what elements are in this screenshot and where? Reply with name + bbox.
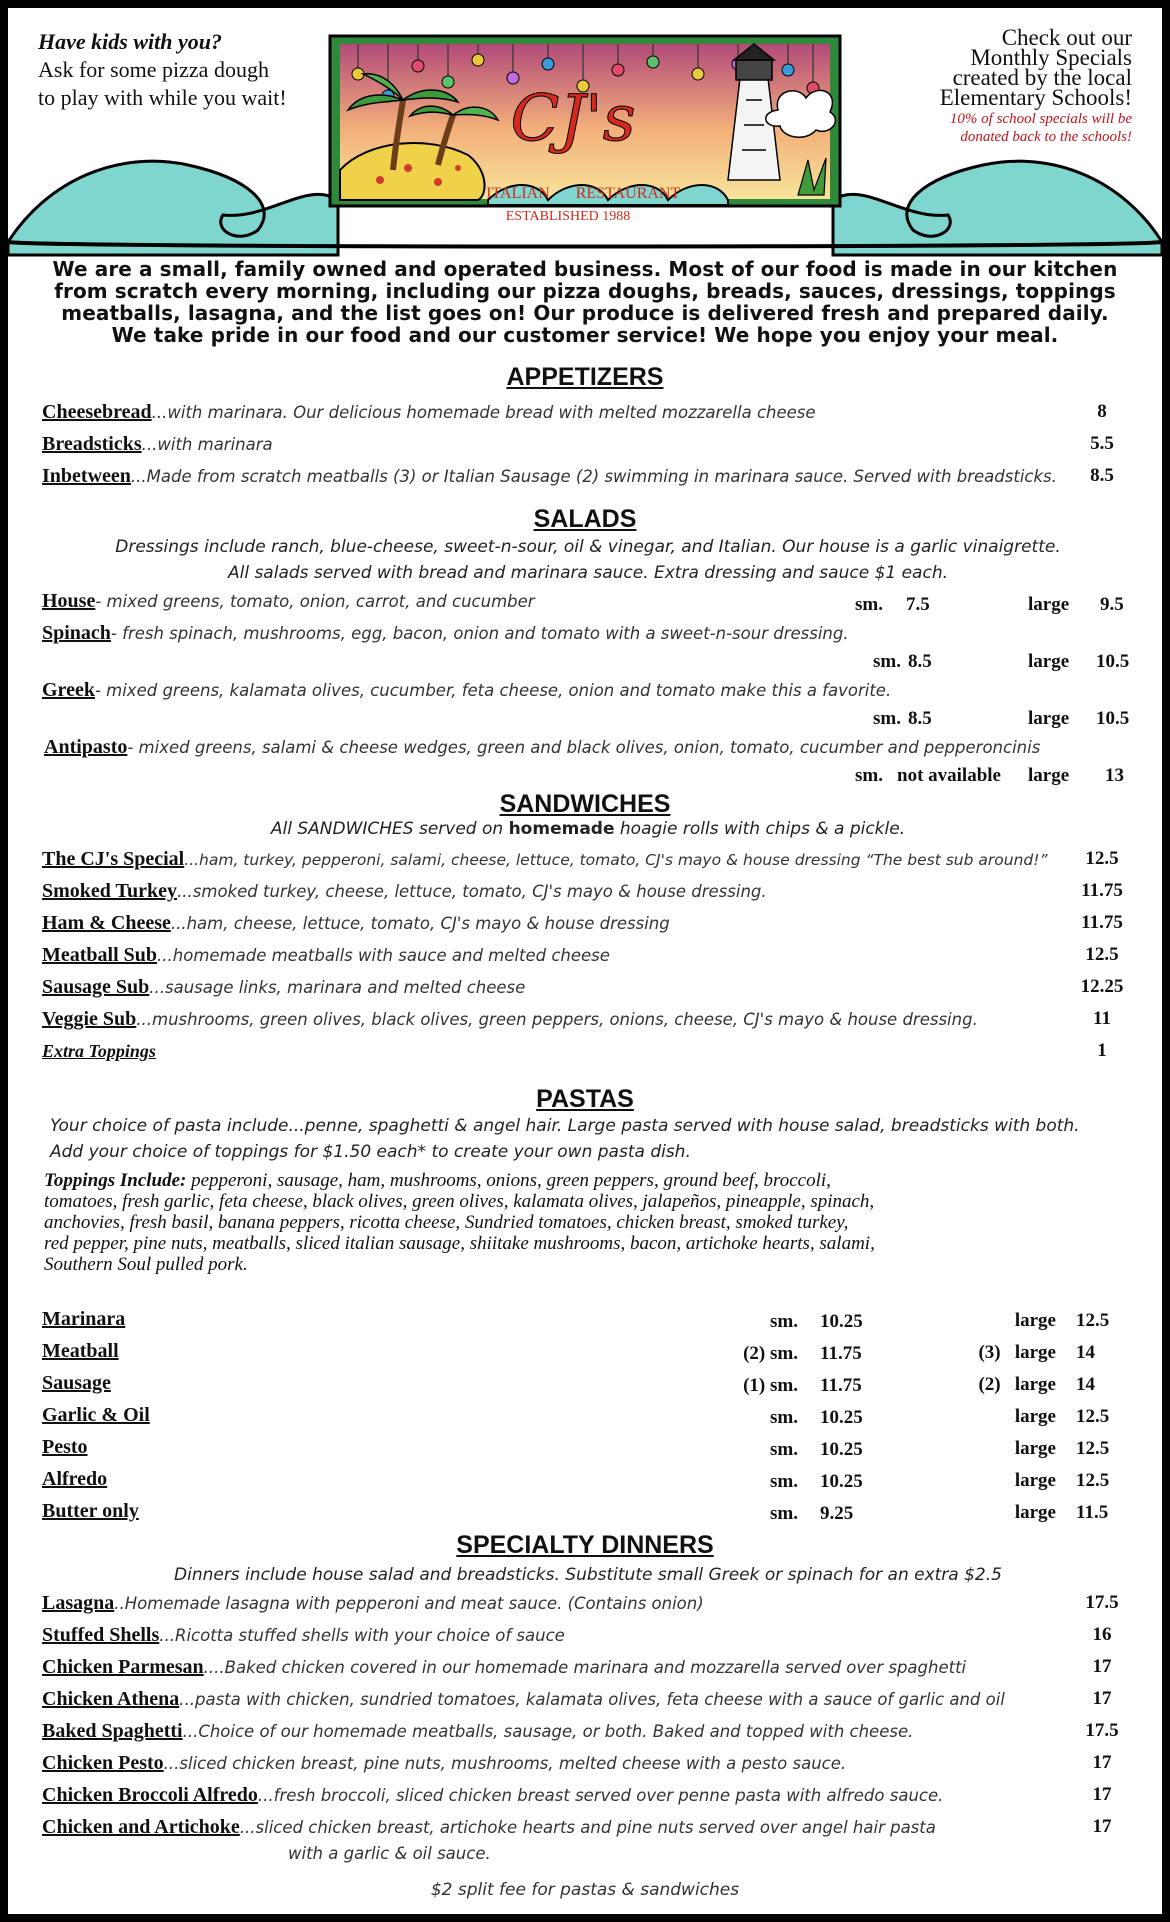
item-desc: ...smoked turkey, cheese, lettuce, tomato, CJ's mayo & house dressing. [177, 882, 767, 901]
item-price: 12.5 [1085, 944, 1119, 965]
size-label-sm: sm. [873, 708, 901, 729]
menu-item [42, 1404, 1132, 1432]
intro-line-2: from scratch every morning, including our pizza doughs, breads, sauces, dressings, toppings [54, 279, 1116, 303]
item-name: Stuffed Shells [42, 1624, 160, 1646]
item-name: Breadsticks [42, 433, 142, 455]
item-price: 11.75 [1081, 880, 1123, 901]
item-name: Antipasto [44, 736, 128, 758]
menu-page [8, 8, 1162, 1914]
menu-item [42, 1656, 1132, 1684]
item-desc: ...Ricotta stuffed shells with your choice of sauce [159, 1626, 565, 1645]
price-large: 10.5 [1096, 708, 1130, 729]
price-large: 13 [1105, 765, 1124, 786]
item-desc: ...mushrooms, green olives, black olives, green peppers, onions, cheese, CJ's mayo & house dressing. [136, 1010, 978, 1029]
item-name: Chicken and Artichoke [42, 1816, 240, 1838]
menu-item [42, 622, 1132, 650]
item-desc: ...ham, turkey, pepperoni, salami, cheese, lettuce, tomato, CJ's mayo & house dressing “The best sub around!” [184, 851, 1048, 869]
item-desc: ...fresh broccoli, sliced chicken breast served over penne pasta with alfredo sauce. [257, 1786, 944, 1805]
item-desc: ...sliced chicken breast, pine nuts, mushrooms, melted cheese with a pesto sauce. [163, 1754, 847, 1773]
promo-line-3: created by the local [952, 65, 1132, 90]
item-name: The CJ's Special [42, 848, 185, 870]
item-name: Sausage [42, 1372, 111, 1394]
item-name: Chicken Broccoli Alfredo [42, 1784, 258, 1806]
menu-item [42, 1008, 1132, 1036]
price-sm: 10.25 [820, 1311, 863, 1332]
size-label-large: large [1014, 1470, 1056, 1491]
item-name: Marinara [42, 1308, 126, 1330]
item-price: 17 [1092, 1688, 1112, 1709]
price-large: 12.5 [1076, 1438, 1110, 1459]
item-price: 17.5 [1085, 1720, 1119, 1741]
item-name: Extra Toppings [42, 1041, 156, 1061]
promo-note-1: 10% of school specials will be [949, 111, 1132, 127]
size-label-sm: (2) sm. [743, 1343, 798, 1364]
intro-paragraph [18, 258, 1152, 346]
kids-line-1: Ask for some pizza dough [38, 57, 269, 82]
toppings-line-3: anchovies, fresh basil, banana peppers, ricotta cheese, Sundried tomatoes, chicken breast, smoked turkey, [44, 1212, 849, 1233]
item-name: Cheesebread [42, 401, 152, 423]
size-label-large: large [1014, 1438, 1056, 1459]
menu-item [42, 1784, 1132, 1812]
kids-line-2: to play with while you wait! [38, 85, 287, 110]
size-label-large: large [1028, 594, 1070, 615]
item-price: 16 [1092, 1624, 1112, 1645]
menu-item [42, 1720, 1132, 1748]
kids-title: Have kids with you? [38, 29, 222, 54]
item-desc: ...with marinara. Our delicious homemade bread with melted mozzarella cheese [151, 403, 816, 422]
promo-line-2: Monthly Specials [970, 45, 1132, 70]
item-price: 1 [1097, 1040, 1107, 1061]
intro-line-3: meatballs, lasagna, and the list goes on! Our produce is delivered fresh and prepared daily. [61, 301, 1109, 325]
item-name: Sausage Sub [42, 976, 150, 998]
item-name: Baked Spaghetti [42, 1720, 183, 1742]
menu-item [42, 1308, 1132, 1336]
menu-item [42, 1624, 1132, 1652]
salads-note-2: All salads served with bread and marinara sauce. Extra dressing and sauce $1 each. [227, 563, 949, 583]
item-price: 17 [1092, 1656, 1112, 1677]
item-name: Smoked Turkey [42, 880, 178, 902]
price-large: 14 [1076, 1342, 1095, 1363]
price-sm: 8.5 [908, 651, 932, 672]
item-desc: ...sliced chicken breast, artichoke hearts and pine nuts served over angel hair pasta [239, 1818, 936, 1837]
menu-item [42, 1372, 1132, 1400]
menu-item [42, 590, 1132, 618]
item-name: Butter only [42, 1500, 139, 1522]
note-part: hoagie rolls with chips & a pickle. [614, 819, 906, 839]
dinners-note: Dinners include house salad and breadsticks. Substitute small Greek or spinach for an extra $2.5 [174, 1565, 1002, 1585]
price-large: 9.5 [1100, 594, 1124, 615]
item-price: 12.25 [1080, 976, 1124, 997]
menu-item [42, 1500, 1132, 1528]
price-sm: 10.25 [820, 1439, 863, 1460]
menu-item [42, 679, 1132, 707]
item-desc: ...with marinara [141, 435, 273, 454]
size-label-large: large [1014, 1502, 1056, 1523]
size-label-sm: (1) sm. [743, 1375, 798, 1396]
item-desc: - fresh spinach, mushrooms, egg, bacon, onion and tomato with a sweet-n-sour dressing. [110, 624, 849, 643]
item-name: Greek [42, 679, 95, 701]
item-desc: ...Choice of our homemade meatballs, sausage, or both. Baked and topped with cheese. [182, 1722, 914, 1741]
price-sm: 8.5 [908, 708, 932, 729]
note-part: All SANDWICHES served on [270, 819, 509, 839]
item-price: 17 [1092, 1784, 1112, 1805]
item-desc: ...sausage links, marinara and melted cheese [149, 978, 526, 997]
price-large: 12.5 [1076, 1310, 1110, 1331]
item-price: 12.5 [1085, 848, 1119, 869]
promo-line-4: Elementary Schools! [939, 85, 1132, 110]
menu-item [42, 433, 1132, 461]
price-sm: 11.75 [820, 1343, 862, 1364]
menu-item [42, 401, 1132, 429]
menu-item [42, 912, 1132, 940]
toppings-line-1 [44, 1170, 1124, 1191]
menu-item [42, 1436, 1132, 1464]
pastas-heading: PASTAS [536, 1085, 634, 1113]
toppings-label: Toppings Include: [44, 1170, 187, 1191]
price-sm: 10.25 [820, 1471, 863, 1492]
size-label-large: large [1014, 1406, 1056, 1427]
item-price: 17 [1092, 1816, 1112, 1837]
salads-heading: SALADS [533, 505, 637, 533]
item-desc: ...ham, cheese, lettuce, tomato, CJ's mayo & house dressing [170, 914, 670, 933]
salads-note-1: Dressings include ranch, blue-cheese, sweet-n-sour, oil & vinegar, and Italian. Our house is a garlic vinaigrette. [115, 537, 1061, 557]
size-label-sm: sm. [770, 1407, 798, 1428]
menu-item [42, 944, 1132, 972]
item-price: 11 [1093, 1008, 1111, 1029]
item-name: Alfredo [42, 1468, 108, 1490]
item-name: Garlic & Oil [42, 1404, 150, 1426]
item-price: 17.5 [1085, 1592, 1119, 1613]
logo-established: ESTABLISHED 1988 [505, 209, 631, 224]
menu-item [42, 1688, 1132, 1716]
menu-item [42, 1752, 1132, 1780]
size-label-sm: sm. [855, 594, 883, 615]
sandwiches-heading: SANDWICHES [499, 790, 671, 818]
menu-item [42, 1040, 1132, 1068]
toppings-list [44, 1170, 1124, 1275]
item-price: 17 [1092, 1752, 1112, 1773]
size-label-sm: sm. [770, 1503, 798, 1524]
size-label-large: (2) large [978, 1374, 1056, 1395]
price-large: 12.5 [1076, 1406, 1110, 1427]
toppings-text: pepperoni, sausage, ham, mushrooms, onions, green peppers, ground beef, broccoli, [186, 1170, 831, 1191]
size-label-sm: sm. [770, 1439, 798, 1460]
item-desc: ..Homemade lasagna with pepperoni and meat sauce. (Contains onion) [114, 1594, 704, 1613]
item-name: Chicken Parmesan [42, 1656, 204, 1678]
item-desc: - mixed greens, salami & cheese wedges, green and black olives, onion, tomato, cucumber and pepperoncinis [127, 738, 1041, 757]
menu-item [42, 880, 1132, 908]
item-name: Veggie Sub [42, 1008, 137, 1030]
size-label-large: large [1014, 1310, 1056, 1331]
price-sm: 11.75 [820, 1375, 862, 1396]
note-bold: homemade [508, 819, 615, 839]
size-label-large: large [1028, 765, 1070, 786]
menu-item [42, 1816, 1132, 1844]
size-label-sm: sm. [873, 651, 901, 672]
item-name: House [42, 590, 96, 612]
price-large: 12.5 [1076, 1470, 1110, 1491]
item-desc: ....Baked chicken covered in our homemade marinara and mozzarella served over spaghetti [203, 1658, 967, 1677]
item-desc-continuation: with a garlic & oil sauce. [288, 1844, 491, 1863]
pastas-note-2: Add your choice of toppings for $1.50 each* to create your own pasta dish. [50, 1142, 691, 1162]
menu-item [42, 1468, 1132, 1496]
item-desc: ...Made from scratch meatballs (3) or Italian Sausage (2) swimming in marinara sauce. Served with breadsticks. [130, 467, 1057, 486]
item-name: Lasagna [42, 1592, 115, 1614]
menu-item [42, 465, 1132, 493]
logo-name: CJ's [510, 82, 636, 156]
item-name: Inbetween [42, 465, 131, 487]
size-label-sm: sm. [855, 765, 883, 786]
item-name: Meatball [42, 1340, 119, 1362]
item-name: Pesto [42, 1436, 88, 1458]
sandwiches-note [38, 817, 1138, 842]
price-large: 11.5 [1076, 1502, 1109, 1523]
item-name: Chicken Pesto [42, 1752, 164, 1774]
intro-line-4: We take pride in our food and our customer service! We hope you enjoy your meal. [111, 323, 1059, 347]
item-name: Spinach [42, 622, 111, 644]
item-price: 8.5 [1090, 465, 1114, 486]
menu-item [42, 976, 1132, 1004]
toppings-line-4: red pepper, pine nuts, meatballs, sliced italian sausage, shiitake mushrooms, bacon, artichoke hearts, salami, [44, 1233, 875, 1254]
menu-item [44, 736, 1134, 764]
item-price: 8 [1097, 401, 1107, 422]
size-label-large: large [1028, 651, 1070, 672]
price-sm: 9.25 [820, 1503, 854, 1524]
toppings-line-5: Southern Soul pulled pork. [44, 1254, 248, 1275]
kids-note [38, 28, 338, 112]
logo-word-italian: ITALIAN [486, 185, 550, 202]
item-desc: ...homemade meatballs with sauce and melted cheese [157, 946, 610, 965]
pastas-note-1: Your choice of pasta include...penne, spaghetti & angel hair. Large pasta served with house salad, breadsticks with both. [50, 1116, 1080, 1136]
item-name: Ham & Cheese [42, 912, 171, 934]
promo-line-1: Check out our [1001, 25, 1132, 50]
size-label-sm: sm. [770, 1311, 798, 1332]
item-desc: ...pasta with chicken, sundried tomatoes, kalamata olives, feta cheese with a sauce of garlic and oil [179, 1690, 1005, 1709]
menu-item [42, 1340, 1132, 1368]
logo-word-restaurant: RESTAURANT [575, 185, 681, 202]
item-desc: - mixed greens, tomato, onion, carrot, and cucumber [95, 592, 535, 611]
item-name: Meatball Sub [42, 944, 158, 966]
monthly-specials-note [832, 25, 1132, 145]
price-large: 10.5 [1096, 651, 1130, 672]
price-sm: 10.25 [820, 1407, 863, 1428]
item-price: 11.75 [1081, 912, 1123, 933]
price-sm: 7.5 [906, 594, 930, 615]
size-label-large: (3) large [978, 1342, 1056, 1363]
promo-note-2: donated back to the schools! [960, 129, 1132, 145]
intro-line-1: We are a small, family owned and operated business. Most of our food is made in our kitchen [52, 257, 1118, 281]
dinners-heading: SPECIALTY DINNERS [456, 1531, 714, 1559]
item-desc: - mixed greens, kalamata olives, cucumber, feta cheese, onion and tomato make this a favorite. [94, 681, 892, 700]
appetizers-heading: APPETIZERS [506, 363, 664, 391]
size-label-sm: sm. [770, 1471, 798, 1492]
menu-item [42, 848, 1132, 876]
size-label-large: large [1028, 708, 1070, 729]
price-large: 14 [1076, 1374, 1095, 1395]
toppings-line-2: tomatoes, fresh garlic, feta cheese, black olives, green olives, kalamata olives, jalapeños, pineapple, spinach, [44, 1191, 875, 1212]
price-sm: not available [897, 765, 1001, 786]
split-fee-note: $2 split fee for pastas & sandwiches [430, 1880, 740, 1900]
menu-item [42, 1592, 1132, 1620]
item-price: 5.5 [1090, 433, 1114, 454]
item-name: Chicken Athena [42, 1688, 180, 1710]
